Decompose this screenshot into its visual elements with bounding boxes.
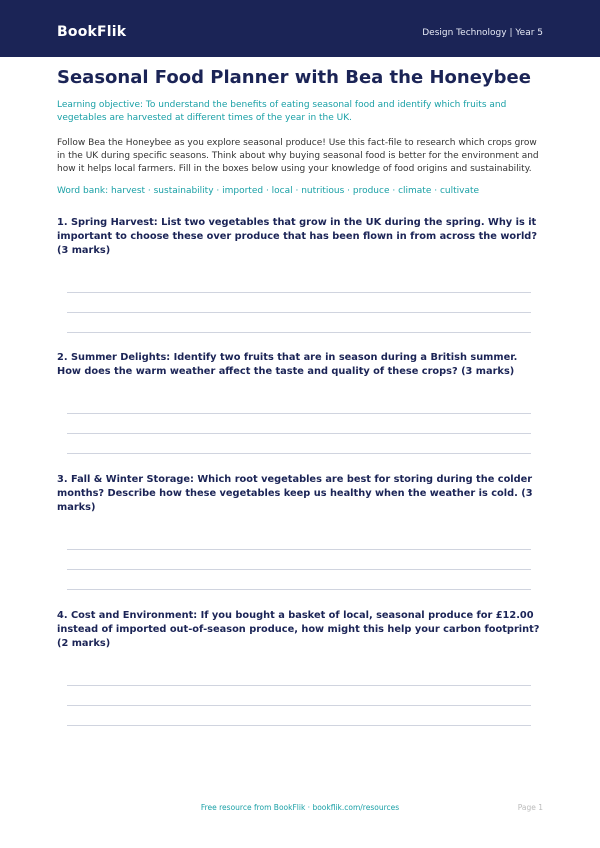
page-title: Seasonal Food Planner with Bea the Honeybee [57,67,531,88]
answer-line[interactable] [67,292,531,293]
learning-objective: Learning objective: To understand the benefits of eating seasonal food and identify which fruits and vegetables are harvested at different times of the year in the UK. [57,100,507,123]
header-bar [0,0,600,57]
answer-line[interactable] [67,312,531,313]
question-3: 3. Fall & Winter Storage: Which root vegetables are best for storing during the colder months? Describe how these vegetables keep us healthy when the weather is cold. (3 marks) [57,474,533,513]
intro-paragraph: Follow Bea the Honeybee as you explore seasonal produce! Use this fact-file to research which crops grow in the UK during specific seasons. Think about why buying seasonal food is better for the environment and how it helps local farmers. Fill in the boxes below using your knowledge of food origins and sustainability. [57,138,539,174]
answer-line[interactable] [67,413,531,414]
answer-line[interactable] [67,332,531,333]
question-2: 2. Summer Delights: Identify two fruits that are in season during a British summer. How does the warm weather affect the taste and quality of these crops? (3 marks) [57,352,518,377]
brand-logo: BookFlik [57,24,127,40]
answer-line[interactable] [67,589,531,590]
answer-line[interactable] [67,549,531,550]
subject-label: Design Technology | Year 5 [422,28,543,38]
question-4: 4. Cost and Environment: If you bought a basket of local, seasonal produce for £12.00 instead of imported out-of-season produce, how might this help your carbon footprint? (2 marks) [57,610,540,649]
page-number: Page 1 [517,803,543,812]
word-bank: Word bank: harvest · sustainability · imported · local · nutritious · produce · climate · cultivate [57,186,480,196]
answer-line[interactable] [67,705,531,706]
question-1: 1. Spring Harvest: List two vegetables that grow in the UK during the spring. Why is it important to choose these over produce that has been flown in from across the world? (3 marks) [57,217,537,256]
footer-link[interactable]: Free resource from BookFlik · bookflik.com/resources [200,803,400,812]
answer-line[interactable] [67,685,531,686]
answer-line[interactable] [67,569,531,570]
answer-line[interactable] [67,725,531,726]
answer-line[interactable] [67,433,531,434]
answer-line[interactable] [67,453,531,454]
